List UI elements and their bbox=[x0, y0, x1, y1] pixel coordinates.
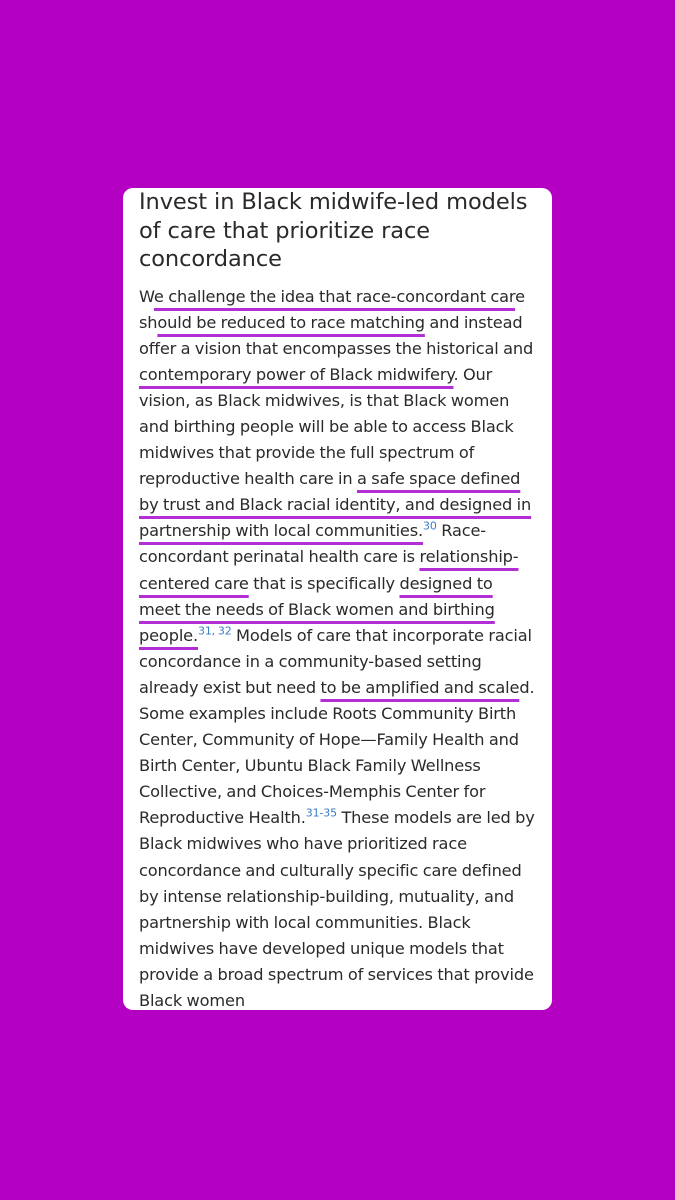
reference-link[interactable]: 31, 32 bbox=[197, 624, 232, 638]
highlighted-phrase: to be amplified and scale bbox=[320, 677, 520, 697]
text-segment: . Our vision, as Black midwives, is that Black women and birthing people will be able to access Black midwives that provide the full spectrum of reproductive health care in bbox=[139, 364, 514, 489]
text-segment: d. Some examples include Roots Community Birth Center, Community of Hope—Family Health and Birth Center, Ubuntu Black Family Wellness Collective, and Choices-Memphis Center for Reproductive Health. bbox=[139, 677, 535, 828]
highlighted-phrase: relationship-centered care bbox=[139, 547, 519, 593]
section-heading: Invest in Black midwife-led models of care that prioritize race concordance bbox=[139, 189, 528, 272]
text-segment: Models of care that incorporate racial concordance in a community-based setting already exist but need bbox=[139, 625, 532, 697]
text-segment: These models are led by Black midwives who have prioritized race concordance and culturally specific care defined by intense relationship-building, mutuality, and partnership with local communities. Black midwives have developed unique models that provide a broad spectrum of services that provide Black women bbox=[139, 808, 535, 1010]
highlighted-phrase: e challenge the idea that race-concordant car bbox=[153, 286, 516, 306]
highlighted-phrase: ould be reduced to race matching bbox=[157, 312, 425, 332]
highlighted-phrase: contemporary power of Black midwifery bbox=[139, 364, 454, 384]
reference-link[interactable]: 30 bbox=[423, 519, 437, 533]
text-segment: W bbox=[139, 286, 154, 306]
text-segment: that is specifically bbox=[248, 573, 400, 593]
article-card bbox=[123, 188, 552, 1010]
highlighted-phrase: designed to meet the needs of Black women and birthing people. bbox=[139, 573, 495, 645]
text-segment: e sh bbox=[139, 286, 525, 332]
text-segment: and instead offer a vision that encompasses the historical and bbox=[139, 312, 534, 358]
article-paragraph bbox=[139, 284, 538, 1011]
highlighted-phrase: a safe space defined by trust and Black racial identity, and designed in partnership with local communities. bbox=[139, 469, 532, 541]
text-segment: Race-concordant perinatal health care is bbox=[139, 521, 486, 567]
reference-link[interactable]: 31-35 bbox=[305, 806, 337, 820]
